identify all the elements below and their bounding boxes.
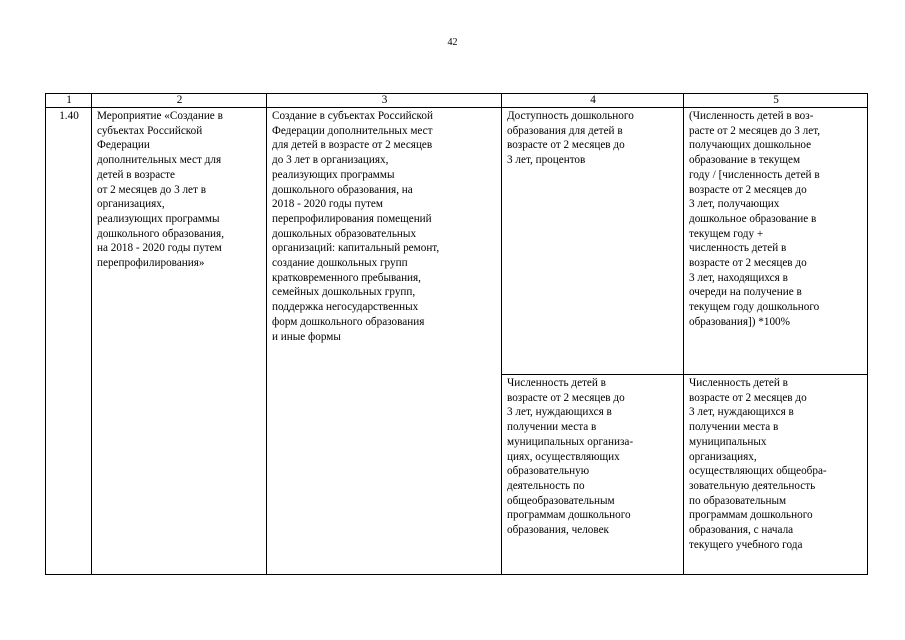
page-number: 42 [447, 37, 458, 48]
event-cell: Мероприятие «Создание в субъектах Российской Федерации дополнительных мест для детей в возрасте от 2 месяцев до 3 лет в организациях, реализующих программы дошкольного образования, на 2018 - 2020 годы путем перепрофилирования» [92, 108, 267, 575]
description-cell: Создание в субъектах Российской Федерации дополнительных мест для детей в возрасте от 2 месяцев до 3 лет в организациях, реализующих программы дошкольного образования, на 2018 - 2020 годы путем перепрофилирования помещений дошкольных образовательных организаций: капитальный ремонт, создание дошкольных групп кратковременного пребывания, семейных дошкольных групп, поддержка негосударственных форм дошкольного образования и иные формы [267, 108, 502, 575]
measures-table [45, 93, 868, 575]
indicator-name-cell: Численность детей в возрасте от 2 месяцев до 3 лет, нуждающихся в получении места в муниципальных организа- циях, осуществляющих образовательную деятельность по общеобразовательным программам дошкольного образования, человек [502, 375, 684, 575]
column-header-3: 3 [267, 94, 502, 108]
column-header-2: 2 [92, 94, 267, 108]
row-number-cell: 1.40 [46, 108, 92, 575]
header-row [46, 94, 868, 108]
indicator-name-cell: Доступность дошкольного образования для детей в возрасте от 2 месяцев до 3 лет, процентов [502, 108, 684, 375]
indicator-formula-cell: Численность детей в возрасте от 2 месяцев до 3 лет, нуждающихся в получении места в муниципальных организациях, осуществляющих общеобра- зовательную деятельность по образовательным программам дошкольного образования, с начала текущего учебного года [684, 375, 868, 575]
column-header-4: 4 [502, 94, 684, 108]
indicator-formula-cell: (Численность детей в воз- расте от 2 месяцев до 3 лет, получающих дошкольное образование в текущем году / [численность детей в возрасте от 2 месяцев до 3 лет, получающих дошкольное образование в текущем году + численность детей в возрасте от 2 месяцев до 3 лет, находящихся в очереди на получение в текущем году дошкольного образования]) *100% [684, 108, 868, 375]
table-row [46, 108, 868, 375]
column-header-1: 1 [46, 94, 92, 108]
column-header-5: 5 [684, 94, 868, 108]
